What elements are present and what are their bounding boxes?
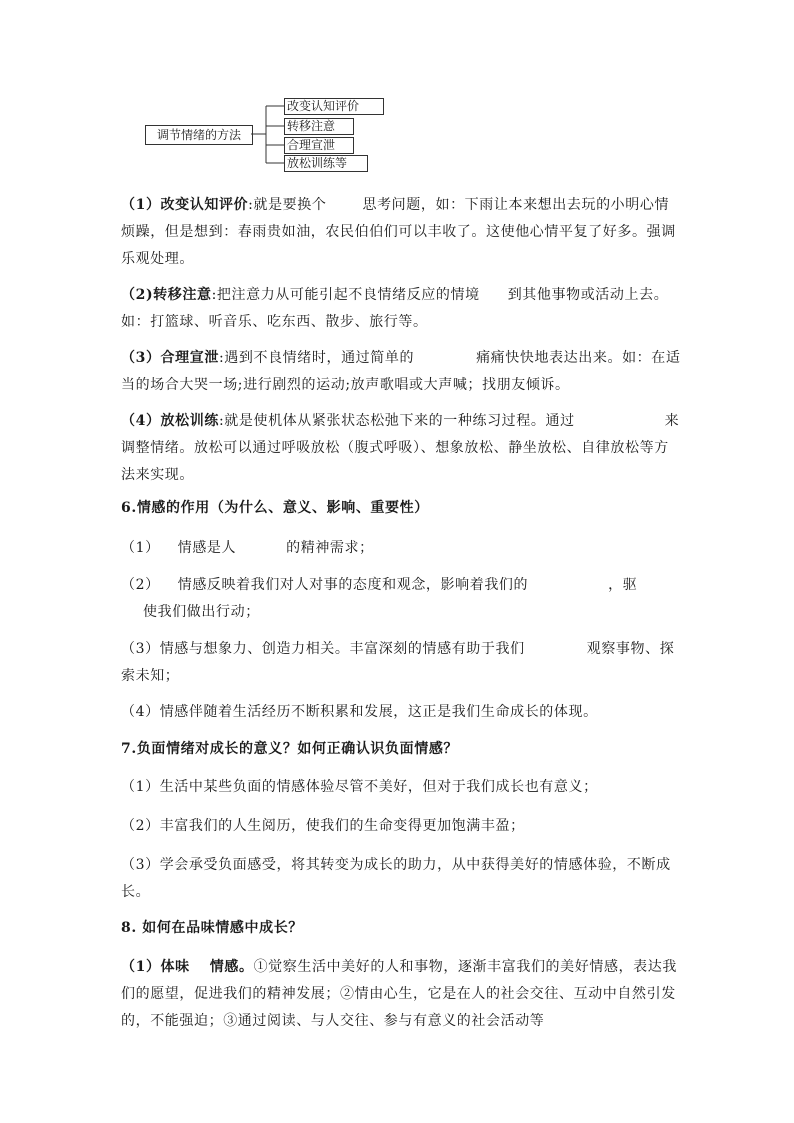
p2-text1: :把注意力从可能引起不良情绪反应的情境 <box>211 287 480 303</box>
s6-item-3 <box>121 636 681 690</box>
s6-item-2-number: （2） <box>121 577 160 593</box>
p1-text1: :就是要换个 <box>248 197 327 213</box>
paragraph-relaxation-training <box>121 408 681 489</box>
s7-item-2: （2）丰富我们的人生阅历，使我们的生命变得更加饱满丰盈； <box>121 818 525 834</box>
s8-item-1-text: ①觉察生活中美好的人和事物，逐渐丰富我们的美好情感，表达我们的愿望，促进我们的精神发展；②情由心生，它是在人的社会交往、互动中自然引发的，不能强迫；③通过阅读、与人交往、参与有意义的社会活动等 <box>121 959 677 1029</box>
s6-item-1-text-b: 的精神需求； <box>286 540 374 556</box>
s6-item-1-number: （1） <box>121 540 160 556</box>
p4-label: （4）放松训练 <box>121 413 219 429</box>
s6-item-2 <box>121 572 681 626</box>
p4-text2: 来调整情绪。放松可以通过呼吸放松（腹式呼吸）、想象放松、静坐放松、自律放松等方法来实现。 <box>121 413 680 483</box>
s6-item-2-text-c: 使我们做出行动； <box>143 604 260 620</box>
mind-map-branch-2: 转移注意 <box>284 118 354 135</box>
s8-item-1-label: （1）体味 <box>121 959 190 975</box>
s8-item-1-label-b: 情感。 <box>209 959 254 975</box>
s6-item-3-text-a: （3）情感与想象力、创造力相关。丰富深刻的情感有助于我们 <box>121 641 525 657</box>
mind-map-branch-3: 合理宣泄 <box>284 137 354 154</box>
s7-item-1: （1）生活中某些负面的情感体验尽管不美好，但对于我们成长也有意义； <box>121 779 598 795</box>
paragraph-reasonable-venting <box>121 345 681 399</box>
paragraph-shift-attention <box>121 282 681 336</box>
mind-map-branch-4: 放松训练等 <box>284 155 368 172</box>
p3-text2: 痛痛快快地表达出来。如：在适当的场合大哭一场;进行剧烈的运动;放声歌唱或大声喊；找朋友倾诉。 <box>121 350 681 393</box>
s6-item-2-text-a: 情感反映着我们对人对事的态度和观念，影响着我们的 <box>177 577 529 593</box>
s6-item-2-text-b: ，驱 <box>608 577 638 593</box>
section-8-heading: 8. 如何在品味情感中成长？ <box>121 920 303 936</box>
p2-text2: 到其他事物或活动上去。如：打篮球、听音乐、吃东西、散步、旅行等。 <box>121 287 669 330</box>
s7-item-3: （3）学会承受负面感受，将其转变为成长的助力，从中获得美好的情感体验，不断成长。 <box>121 857 671 900</box>
section-6-heading: 6.情感的作用（为什么、意义、影响、重要性） <box>121 500 429 516</box>
s6-item-3-text-b: 观察事物、探索未知； <box>121 641 675 684</box>
p1-text2: 思考问题，如：下雨让本来想出去玩的小明心情烦躁，但是想到：春雨贵如油，农民伯伯们可以丰收了。这使他心情平复了好多。强调乐观处理。 <box>121 197 676 267</box>
p1-label: （1）改变认知评价 <box>121 197 249 213</box>
s8-item-1 <box>121 954 681 1035</box>
p4-text1: :就是使机体从紧张状态松弛下来的一种练习过程。通过 <box>218 413 575 429</box>
p2-label: （2)转移注意 <box>121 287 212 303</box>
s6-item-1 <box>121 535 681 562</box>
s6-item-4: （4）情感伴随着生活经历不断积累和发展，这正是我们生命成长的体现。 <box>121 704 598 720</box>
mind-map-root: 调节情绪的方法 <box>145 125 253 145</box>
mind-map-diagram <box>0 0 794 180</box>
p3-text1: :遇到不良情绪时，通过简单的 <box>218 350 415 366</box>
section-7-heading: 7.负面情绪对成长的意义？如何正确认识负面情感？ <box>121 741 459 757</box>
s6-item-1-text-a: 情感是人 <box>177 540 237 556</box>
mind-map-branch-1: 改变认知评价 <box>284 98 384 115</box>
mind-map-connectors <box>0 0 794 180</box>
paragraph-change-cognition <box>121 192 681 273</box>
p3-label: （3）合理宣泄 <box>121 350 219 366</box>
